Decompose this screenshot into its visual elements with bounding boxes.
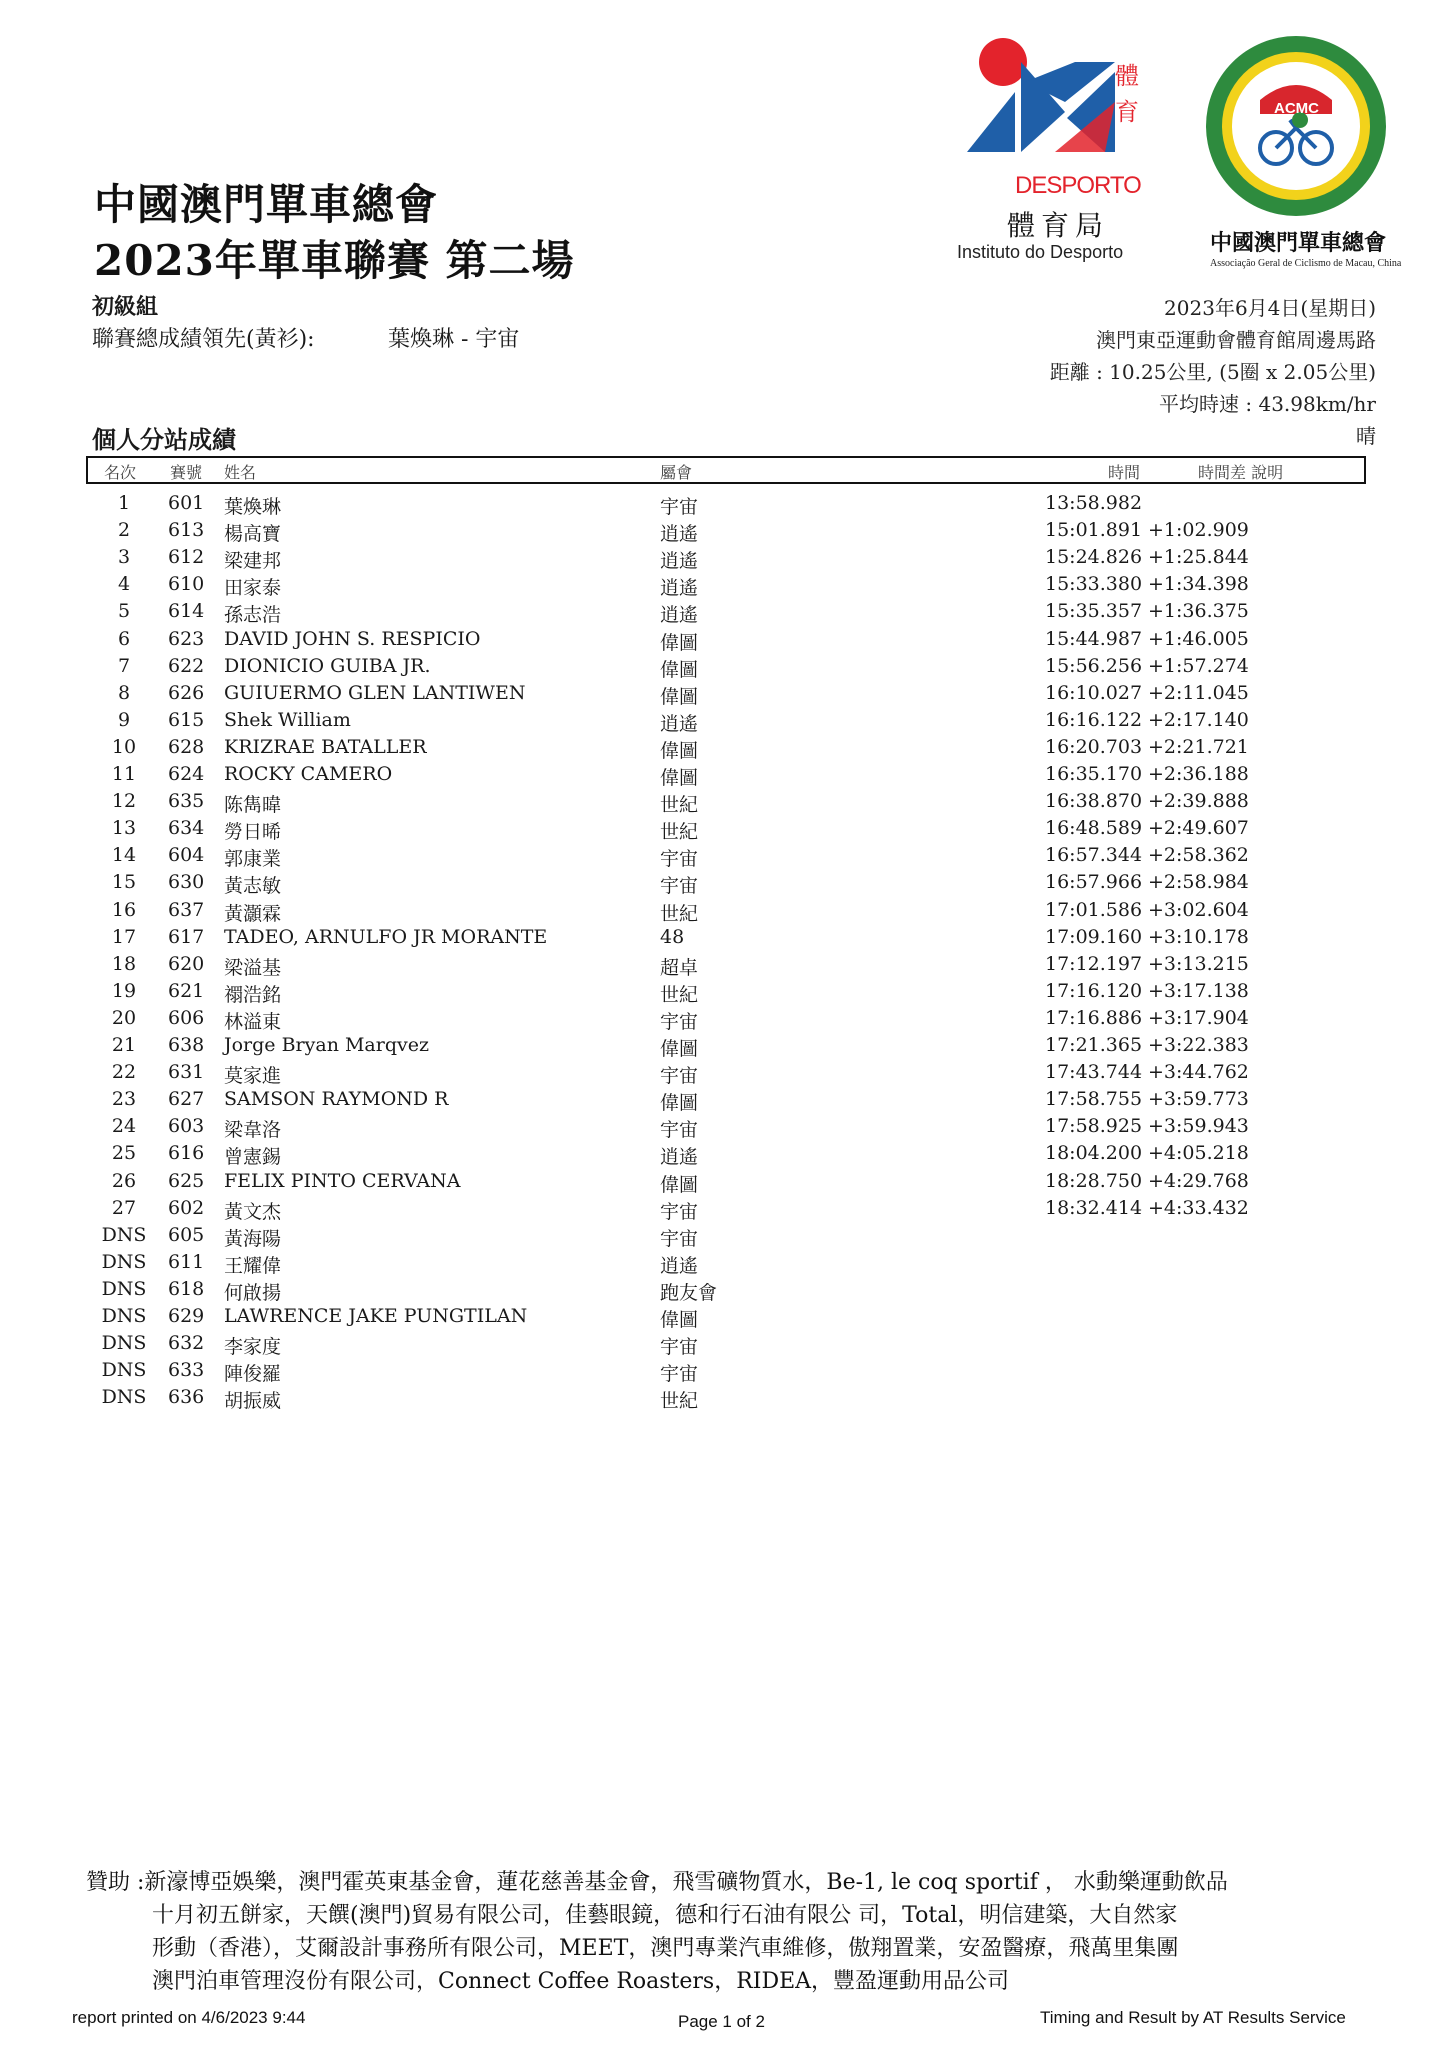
desporto-subtitle: Instituto do Desporto <box>957 242 1124 262</box>
row-gap: +3:17.138 <box>1148 979 1249 1002</box>
row-time: 15:35.357 <box>1045 600 1143 623</box>
table-row <box>0 1251 1448 1277</box>
table-row <box>0 1359 1448 1385</box>
row-team: 宇宙 <box>660 875 699 898</box>
row-number: 623 <box>168 627 205 650</box>
row-time: 13:58.982 <box>1045 492 1143 514</box>
row-rank: 19 <box>111 979 137 1002</box>
race-avg-speed: 平均時速 : 43.98km/hr <box>1159 392 1376 416</box>
row-name: 勞日晞 <box>224 821 282 844</box>
row-gap: +3:59.943 <box>1148 1115 1249 1138</box>
row-number: 615 <box>168 708 205 731</box>
row-gap: +3:02.604 <box>1148 898 1249 921</box>
row-name: DIONICIO GUIBA JR. <box>224 654 431 677</box>
row-team: 超卓 <box>660 956 699 979</box>
header-name: 姓名 <box>224 463 257 482</box>
row-number: 620 <box>168 952 205 975</box>
table-row <box>0 600 1448 626</box>
row-number: 628 <box>168 735 205 758</box>
table-row <box>0 519 1448 545</box>
row-name: DAVID JOHN S. RESPICIO <box>224 627 481 650</box>
row-gap: +1:25.844 <box>1148 546 1249 569</box>
section-title: 個人分站成績 <box>92 425 236 454</box>
row-rank: 17 <box>111 925 137 948</box>
race-venue: 澳門東亞運動會體育館周邊馬路 <box>1096 328 1376 352</box>
row-name: 梁韋洛 <box>224 1119 282 1142</box>
row-time: 15:33.380 <box>1045 573 1143 596</box>
row-number: 612 <box>168 546 205 569</box>
row-team: 逍遙 <box>660 1146 699 1169</box>
row-name: 田家泰 <box>224 577 282 600</box>
row-name: 莫家進 <box>224 1065 282 1088</box>
row-rank: 23 <box>111 1088 137 1111</box>
row-rank: 7 <box>117 654 131 677</box>
table-row <box>0 1386 1448 1412</box>
row-rank: DNS <box>101 1359 147 1382</box>
sponsors-line-3: 形動（香港），艾爾設計事務所有限公司，MEET，澳門專業汽車維修，傲翔置業，安盈醫療，飛萬里集團 <box>152 1936 1179 1961</box>
table-row <box>0 1170 1448 1196</box>
row-team: 世紀 <box>660 1390 699 1413</box>
row-name: SAMSON RAYMOND R <box>224 1088 449 1111</box>
row-gap: +1:02.909 <box>1148 519 1249 542</box>
table-row <box>0 1115 1448 1141</box>
row-name: Jorge Bryan Marqvez <box>224 1034 429 1056</box>
footer-timing: Timing and Result by AT Results Service <box>1040 2008 1346 2027</box>
row-time: 17:58.925 <box>1045 1115 1143 1138</box>
row-team: 世紀 <box>660 983 699 1006</box>
desporto-text-zh: 體育局 <box>1007 209 1110 242</box>
row-time: 17:01.586 <box>1045 898 1143 921</box>
row-number: 610 <box>168 573 205 596</box>
table-row <box>0 736 1448 762</box>
category-label: 初級組 <box>92 294 159 320</box>
table-row <box>0 763 1448 789</box>
row-name: 孫志浩 <box>224 604 282 627</box>
table-row <box>0 980 1448 1006</box>
table-row <box>0 573 1448 599</box>
table-row <box>0 709 1448 735</box>
row-rank: 27 <box>111 1196 137 1219</box>
table-row <box>0 1278 1448 1304</box>
table-row <box>0 1007 1448 1033</box>
table-row <box>0 655 1448 681</box>
row-gap: +1:46.005 <box>1148 627 1249 650</box>
row-team: 世紀 <box>660 902 699 925</box>
row-team: 偉圖 <box>660 631 699 654</box>
row-rank: DNS <box>101 1332 147 1355</box>
race-date: 2023年6月4日(星期日) <box>1164 296 1376 320</box>
row-rank: 5 <box>117 600 131 623</box>
row-team: 宇宙 <box>660 1200 699 1223</box>
row-rank: 20 <box>111 1006 137 1029</box>
row-time: 16:48.589 <box>1045 817 1143 840</box>
row-number: 634 <box>168 817 205 840</box>
row-time: 17:09.160 <box>1045 925 1143 948</box>
row-rank: 24 <box>111 1115 137 1138</box>
row-time: 17:16.120 <box>1045 979 1143 1002</box>
table-row <box>0 682 1448 708</box>
footer-page: Page 1 of 2 <box>678 2012 765 2031</box>
row-gap: +3:17.904 <box>1148 1006 1249 1029</box>
leader-value: 葉煥琳 - 宇宙 <box>388 327 520 352</box>
row-gap: +2:58.984 <box>1148 871 1249 894</box>
row-team: 逍遙 <box>660 577 699 600</box>
row-number: 636 <box>168 1386 205 1409</box>
acmc-caption-pt: Associação Geral de Ciclismo de Macau, China <box>1210 258 1402 269</box>
row-number: 638 <box>168 1034 205 1056</box>
row-rank: 12 <box>111 790 137 813</box>
row-rank: 8 <box>117 681 131 704</box>
row-rank: 10 <box>111 735 137 758</box>
row-name: 黃文杰 <box>224 1200 282 1223</box>
row-number: 604 <box>168 844 205 867</box>
row-team: 宇宙 <box>660 1065 699 1088</box>
row-gap: +3:22.383 <box>1148 1034 1249 1056</box>
row-number: 613 <box>168 519 205 542</box>
row-name: 王耀偉 <box>224 1254 282 1277</box>
row-gap: +2:58.362 <box>1148 844 1249 867</box>
row-rank: 9 <box>117 708 131 731</box>
row-number: 629 <box>168 1305 205 1327</box>
acmc-abbr: ACMC <box>1274 100 1319 117</box>
row-gap: +3:59.773 <box>1148 1088 1249 1111</box>
row-rank: 3 <box>117 546 131 569</box>
sponsors-block <box>86 1866 1376 1998</box>
row-name: 林溢東 <box>224 1010 282 1033</box>
row-gap: +2:21.721 <box>1148 735 1249 758</box>
row-gap: +3:13.215 <box>1148 952 1249 975</box>
table-row <box>0 844 1448 870</box>
table-row <box>0 492 1448 518</box>
row-number: 630 <box>168 871 205 894</box>
row-number: 624 <box>168 763 205 785</box>
row-team: 偉圖 <box>660 1173 699 1196</box>
row-rank: 22 <box>111 1061 137 1084</box>
row-gap: +3:10.178 <box>1148 925 1249 948</box>
row-rank: 6 <box>117 627 131 650</box>
row-name: Shek William <box>224 708 351 731</box>
row-team: 偉圖 <box>660 1092 699 1115</box>
row-gap: +3:44.762 <box>1148 1061 1249 1084</box>
row-gap: +4:29.768 <box>1148 1169 1249 1192</box>
row-team: 逍遙 <box>660 712 699 735</box>
row-time: 16:57.344 <box>1045 844 1143 867</box>
row-time: 16:35.170 <box>1045 763 1143 785</box>
row-gap: +2:36.188 <box>1148 763 1249 785</box>
row-name: 楊高寶 <box>224 523 282 546</box>
row-time: 18:28.750 <box>1045 1169 1143 1192</box>
desporto-vertical-2: 育 <box>1115 98 1139 126</box>
row-name: 曾憲錫 <box>224 1146 282 1169</box>
row-gap: +2:49.607 <box>1148 817 1249 840</box>
row-team: 宇宙 <box>660 1363 699 1386</box>
row-gap: +4:33.432 <box>1148 1196 1249 1219</box>
header-gap: 時間差 說明 <box>1198 463 1284 482</box>
row-team: 宇宙 <box>660 496 699 518</box>
table-row <box>0 1224 1448 1250</box>
acmc-emblem-icon <box>1200 30 1410 220</box>
row-team: 偉圖 <box>660 1038 699 1060</box>
row-team: 偉圖 <box>660 685 699 708</box>
desporto-text-en: DESPORTO <box>1015 172 1141 199</box>
row-name: 郭康業 <box>224 848 282 871</box>
row-number: 614 <box>168 600 205 623</box>
row-team: 偉圖 <box>660 767 699 789</box>
org-title: 中國澳門單車總會 <box>94 180 439 229</box>
header-team: 屬會 <box>660 463 693 482</box>
row-rank: 4 <box>117 573 131 596</box>
row-number: 605 <box>168 1223 205 1246</box>
table-row <box>0 1061 1448 1087</box>
row-team: 宇宙 <box>660 1119 699 1142</box>
row-rank: 2 <box>117 519 131 542</box>
row-number: 616 <box>168 1142 205 1165</box>
row-team: 逍遙 <box>660 550 699 573</box>
sponsors-line-1: 贊助 :新濠博亞娛樂，澳門霍英東基金會，蓮花慈善基金會，飛雪礦物質水，Be-1, le coq sportif ， 水動樂運動飲品 <box>86 1870 1228 1895</box>
row-gap: +2:17.140 <box>1148 708 1249 731</box>
row-team: 偉圖 <box>660 1309 699 1331</box>
row-name: 陈雋暐 <box>224 794 282 817</box>
table-row <box>0 1142 1448 1168</box>
row-time: 16:20.703 <box>1045 735 1143 758</box>
race-distance: 距離 : 10.25公里, (5圈 x 2.05公里) <box>1049 360 1376 384</box>
row-name: 李家度 <box>224 1336 282 1359</box>
row-time: 17:43.744 <box>1045 1061 1143 1084</box>
event-title: 2023年單車聯賽 第二場 <box>94 236 575 285</box>
header-number: 賽號 <box>170 463 203 482</box>
header-rank: 名次 <box>104 463 137 482</box>
row-number: 611 <box>168 1250 205 1273</box>
table-row <box>0 926 1448 952</box>
row-number: 622 <box>168 654 205 677</box>
row-team: 逍遙 <box>660 1254 699 1277</box>
row-rank: 14 <box>111 844 137 867</box>
row-number: 635 <box>168 790 205 813</box>
header-time: 時間 <box>1108 463 1141 482</box>
row-name: 何啟揚 <box>224 1281 282 1304</box>
row-rank: DNS <box>101 1305 147 1327</box>
row-number: 631 <box>168 1061 205 1084</box>
row-name: LAWRENCE JAKE PUNGTILAN <box>224 1305 528 1327</box>
row-name: FELIX PINTO CERVANA <box>224 1169 461 1192</box>
table-row <box>0 1088 1448 1114</box>
row-rank: DNS <box>101 1277 147 1300</box>
row-time: 15:01.891 <box>1045 519 1143 542</box>
row-rank: 18 <box>111 952 137 975</box>
row-number: 632 <box>168 1332 205 1355</box>
row-time: 16:38.870 <box>1045 790 1143 813</box>
row-name: 胡振威 <box>224 1390 282 1413</box>
row-gap: +2:39.888 <box>1148 790 1249 813</box>
row-number: 602 <box>168 1196 205 1219</box>
row-gap: +4:05.218 <box>1148 1142 1249 1165</box>
row-rank: 26 <box>111 1169 137 1192</box>
row-team: 宇宙 <box>660 1227 699 1250</box>
table-row <box>0 1305 1448 1331</box>
row-name: GUIUERMO GLEN LANTIWEN <box>224 681 526 704</box>
row-time: 16:10.027 <box>1045 681 1143 704</box>
table-row <box>0 1197 1448 1223</box>
row-team: 世紀 <box>660 821 699 844</box>
row-team: 逍遙 <box>660 604 699 627</box>
table-row <box>0 1034 1448 1060</box>
row-gap: +2:11.045 <box>1148 681 1249 704</box>
row-name: 梁建邦 <box>224 550 282 573</box>
row-team: 48 <box>660 925 685 948</box>
row-time: 17:16.886 <box>1045 1006 1143 1029</box>
row-rank: DNS <box>101 1223 147 1246</box>
row-name: 黃灝霖 <box>224 902 282 925</box>
row-team: 跑友會 <box>660 1281 718 1304</box>
row-time: 16:57.966 <box>1045 871 1143 894</box>
acmc-caption-zh: 中國澳門單車總會 <box>1210 230 1387 256</box>
acmc-logo <box>1200 30 1410 280</box>
row-name: 陣俊羅 <box>224 1363 282 1386</box>
leader-label: 聯賽總成績領先(黃衫): <box>92 327 315 352</box>
row-time: 18:04.200 <box>1045 1142 1143 1165</box>
row-name: TADEO, ARNULFO JR MORANTE <box>224 925 548 948</box>
row-time: 15:24.826 <box>1045 546 1143 569</box>
row-number: 603 <box>168 1115 205 1138</box>
row-gap: +1:36.375 <box>1148 600 1249 623</box>
row-rank: 21 <box>111 1034 137 1056</box>
row-team: 偉圖 <box>660 739 699 762</box>
table-row <box>0 871 1448 897</box>
row-time: 17:21.365 <box>1045 1034 1143 1056</box>
row-rank: DNS <box>101 1386 147 1409</box>
row-number: 621 <box>168 979 205 1002</box>
row-time: 16:16.122 <box>1045 708 1143 731</box>
row-time: 15:44.987 <box>1045 627 1143 650</box>
table-row <box>0 953 1448 979</box>
table-row <box>0 1332 1448 1358</box>
row-number: 633 <box>168 1359 205 1382</box>
row-name: 梁溢基 <box>224 956 282 979</box>
sponsors-line-4: 澳門泊車管理沒份有限公司，Connect Coffee Roasters，RIDEA，豐盈運動用品公司 <box>152 1969 1010 1994</box>
row-team: 偉圖 <box>660 658 699 681</box>
row-team: 宇宙 <box>660 1336 699 1359</box>
row-name: KRIZRAE BATALLER <box>224 735 427 758</box>
table-row <box>0 628 1448 654</box>
row-number: 601 <box>168 492 205 514</box>
row-rank: 11 <box>111 763 137 785</box>
row-number: 637 <box>168 898 205 921</box>
row-gap: +1:57.274 <box>1148 654 1249 677</box>
row-name: ROCKY CAMERO <box>224 763 393 785</box>
row-number: 606 <box>168 1006 205 1029</box>
race-weather: 晴 <box>1356 424 1376 448</box>
table-row <box>0 899 1448 925</box>
desporto-vertical-1: 體 <box>1115 62 1139 90</box>
row-rank: 1 <box>117 492 131 514</box>
row-name: 葉煥琳 <box>224 496 282 518</box>
row-team: 逍遙 <box>660 523 699 546</box>
row-team: 世紀 <box>660 794 699 817</box>
row-rank: DNS <box>101 1250 147 1273</box>
row-rank: 25 <box>111 1142 137 1165</box>
row-time: 17:58.755 <box>1045 1088 1143 1111</box>
row-number: 626 <box>168 681 205 704</box>
row-gap: +1:34.398 <box>1148 573 1249 596</box>
row-number: 618 <box>168 1277 205 1300</box>
row-rank: 15 <box>111 871 137 894</box>
row-number: 627 <box>168 1088 205 1111</box>
table-header-box <box>86 456 1366 484</box>
table-row <box>0 817 1448 843</box>
row-team: 宇宙 <box>660 848 699 871</box>
table-row <box>0 546 1448 572</box>
sponsors-line-2: 十月初五餅家，天饌(澳門)貿易有限公司，佳藝眼鏡，德和行石油有限公 司，Total，明信建築，大自然家 <box>152 1903 1178 1928</box>
row-number: 617 <box>168 925 205 948</box>
row-rank: 13 <box>111 817 137 840</box>
row-number: 625 <box>168 1169 205 1192</box>
desporto-logo <box>955 32 1155 272</box>
footer-printed: report printed on 4/6/2023 9:44 <box>72 2008 306 2027</box>
table-row <box>0 790 1448 816</box>
row-time: 17:12.197 <box>1045 952 1143 975</box>
row-time: 18:32.414 <box>1045 1196 1143 1219</box>
row-name: 黃海陽 <box>224 1227 282 1250</box>
row-time: 15:56.256 <box>1045 654 1143 677</box>
row-team: 宇宙 <box>660 1010 699 1033</box>
row-name: 禤浩銘 <box>224 983 282 1006</box>
row-name: 黃志敏 <box>224 875 282 898</box>
row-rank: 16 <box>111 898 137 921</box>
